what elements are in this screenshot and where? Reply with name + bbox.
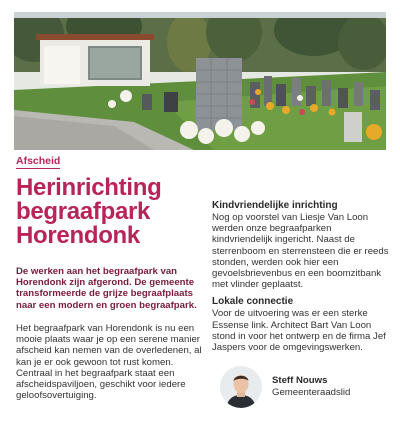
section-text: Voor de uitvoering was er een sterke Essense link. Architect Bart Van Loon stond in voor het ontwerp en de firma Jef Jaspers voor de omgevingswerken. [212, 308, 386, 354]
section-heading: Kindvriendelijke inrichting [212, 200, 338, 211]
author-role: Gemeenteraadslid [272, 387, 351, 398]
author-name: Steff Nouws [272, 375, 328, 386]
section-lokale-connectie [212, 296, 390, 353]
article-headline: Herinrichting begraafpark Horendonk [16, 174, 162, 249]
article-intro: De werken aan het begraafpark van Horendonk zijn afgerond. De gemeente transformeerde de grijze begraafplaats naar een modern en groen begraafpark. [16, 266, 197, 311]
author-block [220, 364, 390, 412]
author-avatar [220, 366, 262, 408]
section-label: Afscheid [16, 155, 61, 167]
section-text: Nog op voorstel van Liesje Van Loon werden onze begraafparken kindvriendelijk ingericht. Naast de sterrenboom en sterrensteen die er reeds stonden, werden ook hier een gevoelsbrievenbus en een boomzitbank met vlinder geplaatst. [212, 212, 389, 291]
cemetery-photo [14, 12, 386, 150]
section-heading: Lokale connectie [212, 296, 294, 308]
article-right-column [212, 200, 390, 353]
author-portrait-icon [220, 366, 262, 408]
section-kindvriendelijk [212, 200, 390, 290]
article-body-paragraph: Het begraafpark van Horendonk is nu een mooie plaats waar je op een serene manier afscheid kan nemen van de overledenen, al kan je er ook gewoon tot rust komen. Centraal in het begraafpark staat een afscheidspaviljoen, geschikt voor iedere geloofsovertuiging. [16, 323, 202, 402]
